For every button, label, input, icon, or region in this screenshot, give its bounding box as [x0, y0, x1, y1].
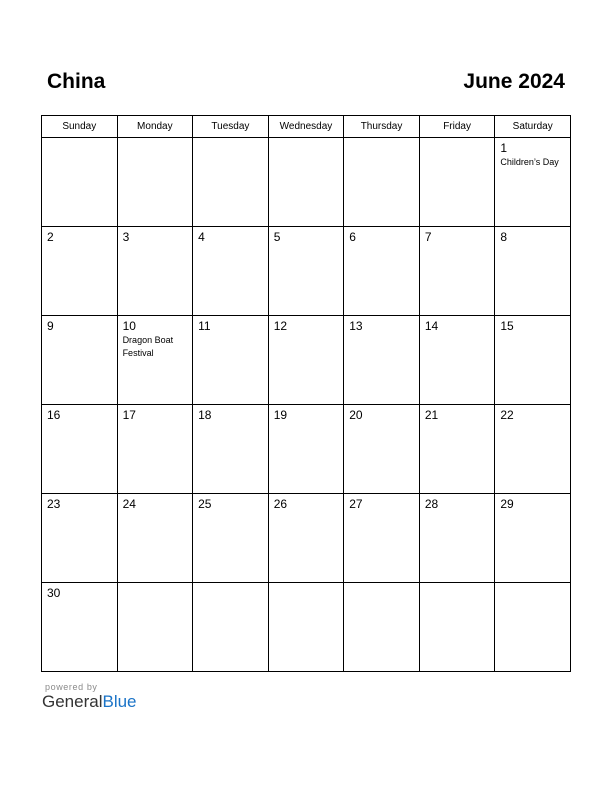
- day-cell-content: [420, 494, 495, 511]
- day-number: 21: [424, 408, 439, 422]
- day-cell-content: [495, 494, 570, 511]
- day-number: 20: [349, 408, 363, 422]
- day-cell: [268, 138, 344, 227]
- weekday-header-row: [42, 116, 571, 138]
- day-number: 5: [273, 230, 281, 244]
- week-row: [42, 138, 571, 227]
- day-cell-content: [42, 494, 117, 511]
- day-number: 17: [122, 408, 136, 422]
- day-cell: [42, 405, 118, 494]
- day-cell-content: [344, 316, 419, 333]
- day-cell: [268, 227, 344, 316]
- day-cell: [419, 138, 495, 227]
- day-number: 13: [349, 319, 363, 333]
- day-number: 2: [47, 230, 54, 244]
- generalblue-logo: [42, 692, 137, 712]
- day-cell: [268, 494, 344, 583]
- day-cell: [419, 316, 495, 405]
- day-cell-content: [495, 316, 570, 333]
- weekday-sunday: Sunday: [42, 116, 118, 138]
- day-cell: [42, 227, 118, 316]
- day-cell: [344, 405, 420, 494]
- day-cell: [193, 405, 269, 494]
- day-cell-content: [42, 316, 117, 333]
- day-cell-content: [269, 405, 344, 422]
- day-number: 25: [198, 497, 212, 511]
- day-cell-content: [269, 494, 344, 511]
- weekday-wednesday: Wednesday: [268, 116, 344, 138]
- day-cell: [495, 583, 571, 672]
- day-cell-content: [193, 316, 268, 333]
- day-cell: [495, 138, 571, 227]
- day-cell: [193, 227, 269, 316]
- brand-general: General: [42, 692, 103, 711]
- footer: [42, 682, 137, 712]
- day-number: 8: [500, 230, 508, 244]
- day-number: 18: [198, 408, 212, 422]
- day-cell: [42, 494, 118, 583]
- week-row: [42, 405, 571, 494]
- day-cell-content: [118, 494, 193, 511]
- day-cell-content: [495, 227, 570, 244]
- day-cell-content: [193, 227, 268, 244]
- day-cell-content: [193, 494, 268, 511]
- day-cell-content: [193, 138, 268, 141]
- day-cell-content: [42, 138, 117, 141]
- day-number: 4: [198, 230, 205, 244]
- day-cell-content: [420, 583, 495, 586]
- day-cell-content: [495, 138, 570, 169]
- week-row: [42, 227, 571, 316]
- week-row: [42, 494, 571, 583]
- weekday-monday: Monday: [117, 116, 193, 138]
- day-cell-content: [193, 405, 268, 422]
- day-number: 3: [122, 230, 130, 244]
- day-cell: [344, 494, 420, 583]
- day-cell-content: [42, 583, 117, 600]
- day-cell: [117, 227, 193, 316]
- day-cell-content: [420, 227, 495, 244]
- day-cell-content: [118, 405, 193, 422]
- day-cell-content: [344, 583, 419, 586]
- day-cell: [193, 316, 269, 405]
- day-cell: [193, 138, 269, 227]
- day-cell-content: [344, 138, 419, 141]
- day-cell-content: [269, 583, 344, 586]
- week-row: [42, 583, 571, 672]
- weekday-tuesday: Tuesday: [193, 116, 269, 138]
- day-cell-content: [193, 583, 268, 586]
- calendar-grid: [41, 115, 571, 672]
- day-cell: [193, 494, 269, 583]
- day-number: 15: [500, 319, 514, 333]
- day-cell-content: [118, 138, 193, 141]
- day-cell: [344, 316, 420, 405]
- day-cell: [344, 227, 420, 316]
- day-number: 24: [122, 497, 136, 511]
- day-cell-content: [344, 405, 419, 422]
- day-cell-content: [42, 227, 117, 244]
- day-cell: [117, 583, 193, 672]
- day-cell-content: [344, 227, 419, 244]
- day-number: 19: [273, 408, 288, 422]
- day-cell: [344, 583, 420, 672]
- day-cell: [268, 583, 344, 672]
- day-number: 9: [47, 319, 54, 333]
- day-cell-content: [495, 583, 570, 586]
- day-cell-content: [269, 138, 344, 141]
- day-cell: [495, 405, 571, 494]
- brand-blue: Blue: [102, 692, 137, 711]
- day-cell-content: [420, 316, 495, 333]
- day-cell: [42, 138, 118, 227]
- day-cell: [419, 494, 495, 583]
- day-number: 10: [122, 319, 136, 333]
- day-cell: [42, 583, 118, 672]
- day-number: 28: [424, 497, 439, 511]
- day-cell-content: [42, 405, 117, 422]
- day-number: 11: [198, 319, 211, 333]
- day-cell: [268, 316, 344, 405]
- day-cell: [193, 583, 269, 672]
- weekday-saturday: Saturday: [495, 116, 571, 138]
- day-cell: [42, 316, 118, 405]
- day-cell-content: [269, 316, 344, 333]
- day-cell: [419, 583, 495, 672]
- day-number: 7: [424, 230, 432, 244]
- day-cell: [495, 227, 571, 316]
- day-number: 23: [47, 497, 61, 511]
- day-cell-content: [118, 316, 193, 360]
- powered-by-text: powered by: [45, 682, 98, 692]
- day-number: 16: [47, 408, 61, 422]
- day-cell: [268, 405, 344, 494]
- country-title: China: [47, 70, 106, 93]
- day-cell: [419, 227, 495, 316]
- day-cell: [117, 316, 193, 405]
- weekday-thursday: Thursday: [344, 116, 420, 138]
- day-cell: [117, 494, 193, 583]
- day-cell-content: [495, 405, 570, 422]
- day-cell-content: [420, 405, 495, 422]
- day-number: 12: [273, 319, 288, 333]
- day-number: 30: [47, 586, 61, 600]
- day-cell-content: [269, 227, 344, 244]
- calendar-header: [47, 70, 565, 100]
- day-cell: [117, 138, 193, 227]
- day-number: 14: [424, 319, 439, 333]
- holiday-label: Children’s Day: [500, 157, 559, 167]
- day-number: 6: [349, 230, 356, 244]
- day-cell: [495, 494, 571, 583]
- month-title: June 2024: [463, 70, 565, 93]
- day-number: 29: [500, 497, 514, 511]
- day-number: 26: [273, 497, 288, 511]
- day-cell: [419, 405, 495, 494]
- day-number: 1: [500, 141, 508, 155]
- holiday-label: Dragon Boat Festival: [122, 335, 174, 358]
- day-cell: [495, 316, 571, 405]
- day-cell: [344, 138, 420, 227]
- day-cell-content: [420, 138, 495, 141]
- day-number: 27: [349, 497, 363, 511]
- day-cell: [117, 405, 193, 494]
- day-cell-content: [118, 227, 193, 244]
- day-cell-content: [118, 583, 193, 586]
- day-number: 22: [500, 408, 514, 422]
- day-cell-content: [344, 494, 419, 511]
- week-row: [42, 316, 571, 405]
- weekday-friday: Friday: [419, 116, 495, 138]
